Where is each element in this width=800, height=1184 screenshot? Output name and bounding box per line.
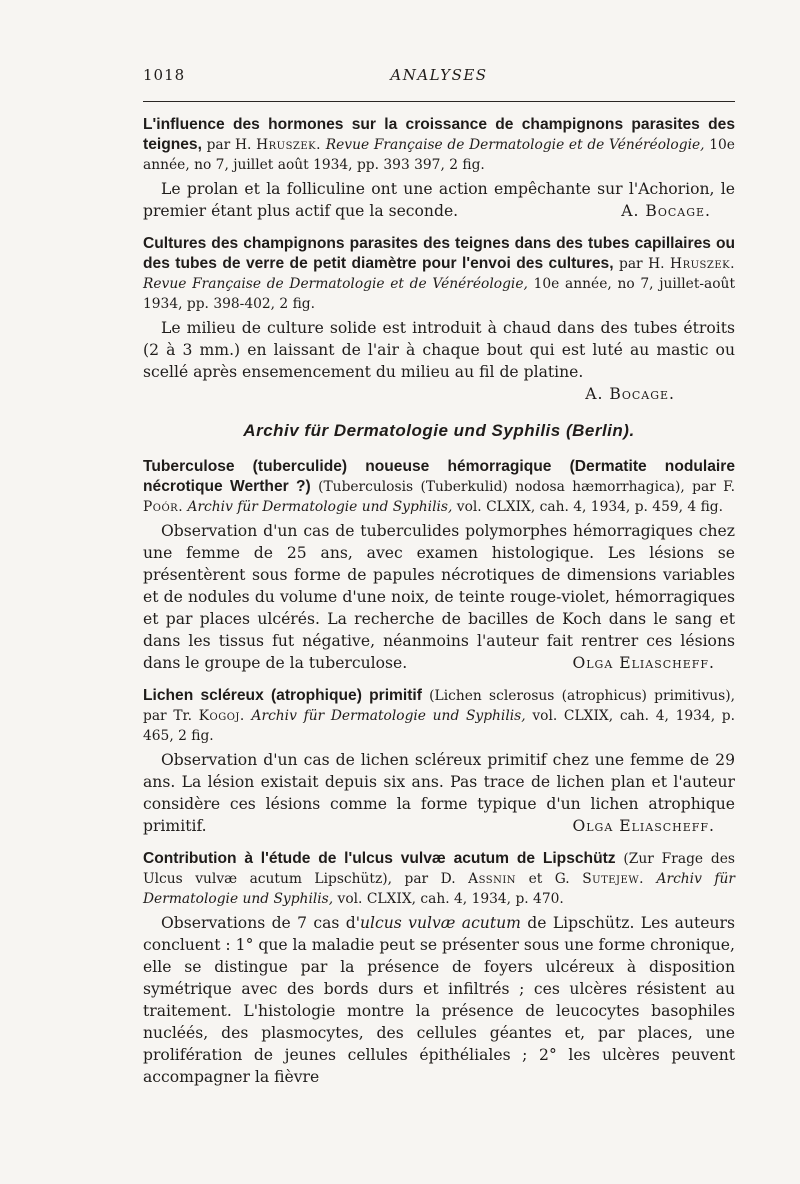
page-header — [143, 66, 735, 96]
journal-name: Revue Française de Dermatologie et de Vénéréologie, — [325, 137, 705, 153]
author-name: Poór. — [143, 499, 184, 515]
citation: vol. CLXIX, cah. 4, 1934, p. 470. — [337, 891, 564, 907]
abstract-text: Le milieu de culture solide est introduit à chaud dans des tubes étroits (2 à 3 mm.) en laissant de l'air à chaque bout qui est luté au mastic ou scellé après ensemencement du milieu au fil de platine. — [143, 319, 735, 381]
citation: vol. CLXIX, cah. 4, 1934, p. 459, 4 fig. — [456, 499, 723, 515]
abstract-title: Lichen scléreux (atrophique) primitif (Lichen sclerosus (atrophicus) primitivus), par Tr. Kogoj. Archiv für Dermatologie und Syphilis, vol. CLXIX, cah. 4, 1934, p. 465, 2 fig. — [143, 687, 736, 744]
journal-name: Archiv für Dermatologie und Syphilis, — [187, 499, 453, 515]
author-name: Hruszek. — [256, 137, 322, 153]
abstract-entry — [143, 457, 735, 674]
journal-name: Archiv für Dermatologie und Syphilis, — [143, 871, 735, 907]
abstract-entry — [143, 234, 735, 405]
abstract-text: Observation d'un cas de tuberculides polymorphes hémorragiques chez une femme de 25 ans, avec examen histologique. Les lésions se présentèrent sous forme de papules nécrotiques de dimensions variables et de nodules du volume d'une noix, de teinte rouge-violet, hémorragiques et par places ulcérés. La recherche de bacilles de Koch dans le sang et dans les tissus fut négative, néanmoins l'auteur fait rentrer ces lésions dans le groupe de la tuberculose. Olga Eliascheff. — [143, 522, 735, 672]
author-name: Sutejew. — [582, 871, 645, 887]
abstract-text: Le prolan et la folliculine ont une action empêchante sur l'Achorion, le premier étant plus actif que la seconde. A. Bocage. — [143, 180, 735, 220]
section-heading: Archiv für Dermatologie und Syphilis (Berlin). — [243, 421, 635, 440]
journal-name: Archiv für Dermatologie und Syphilis, — [251, 708, 526, 724]
page-number: 1018 — [143, 66, 186, 84]
reviewer-signature: A. Bocage. — [621, 202, 711, 220]
abstract-title: Cultures des champignons parasites des teignes dans des tubes capillaires ou des tubes de verre de petit diamètre pour l'envoi des cultures, par H. Hruszek. Revue Française de Dermatologie et de Vénéréologie, 10e année, no 7, juillet-août 1934, pp. 398-402, 2 fig. — [143, 235, 735, 312]
author-name: Kogoj. — [198, 708, 245, 724]
reviewer-signature: A. Bocage. — [585, 385, 675, 403]
abstract-entry — [143, 849, 735, 1088]
abstract-title: Tuberculose (tuberculide) noueuse hémorragique (Dermatite nodulaire nécrotique Werther ?) (Tuberculosis (Tuberkulid) nodosa hæmorrhagica), par F. Poór. Archiv für Dermatologie und Syphilis, vol. CLXIX, cah. 4, 1934, p. 459, 4 fig. — [143, 458, 735, 515]
abstract-entry — [143, 686, 735, 837]
original-title: (Lichen sclerosus (atrophicus) primitivus), — [429, 688, 735, 704]
original-title: (Zur Frage des Ulcus vulvæ acutum Lipschütz), — [143, 851, 735, 887]
abstract-entry — [143, 115, 735, 222]
author-name: Assnin — [468, 871, 517, 887]
abstract-title: L'influence des hormones sur la croissance de champignons parasites des teignes, par H. Hruszek. Revue Française de Dermatologie et de Vénéréologie, 10e année, no 7, juillet août 1934, pp. 393 397, 2 fig. — [143, 116, 735, 173]
running-title: ANALYSES — [390, 66, 488, 84]
page-body — [143, 115, 735, 1100]
page — [143, 66, 736, 1086]
citation: 10e année, no 7, juillet août 1934, pp. 393 397, 2 fig. — [143, 137, 735, 173]
header-rule — [143, 101, 735, 102]
citation: vol. CLXIX, cah. 4, 1934, p. 465, 2 fig. — [143, 708, 736, 744]
abstract-text: Observations de 7 cas d'ulcus vulvæ acutum de Lipschütz. Les auteurs concluent : 1° que la maladie peut se présenter sous une forme chronique, elle se distingue par la présence de foyers ulcéreux à disposition symétrique avec des bords durs et infiltrés ; ces ulcères résistent au traitement. L'histologie montre la présence de leucocytes basophiles nucléés, des plasmocytes, des cellules géantes et, par places, une prolifération de jeunes cellules épithéliales ; 2° les ulcères peuvent accompagner la fièvre — [143, 914, 735, 1086]
abstract-title: Contribution à l'étude de l'ulcus vulvæ acutum de Lipschütz (Zur Frage des Ulcus vulvæ acutum Lipschütz), par D. Assnin et G. Sutejew. Archiv für Dermatologie und Syphilis, vol. CLXIX, cah. 4, 1934, p. 470. — [143, 850, 735, 907]
abstract-text: Observation d'un cas de lichen scléreux primitif chez une femme de 29 ans. La lésion existait depuis six ans. Pas trace de lichen plan et l'auteur considère ces lésions comme la forme typique d'un lichen atrophique primitif. Olga Eliascheff. — [143, 751, 735, 835]
author-name: Hruszek. — [670, 256, 735, 272]
citation: 10e année, no 7, juillet-août 1934, pp. 398-402, 2 fig. — [143, 276, 735, 312]
journal-name: Revue Française de Dermatologie et de Vénéréologie, — [143, 276, 528, 292]
original-title: (Tuberculosis (Tuberkulid) nodosa hæmorrhagica), — [318, 479, 685, 495]
reviewer-signature: Olga Eliascheff. — [572, 817, 715, 835]
reviewer-signature: Olga Eliascheff. — [572, 654, 715, 672]
